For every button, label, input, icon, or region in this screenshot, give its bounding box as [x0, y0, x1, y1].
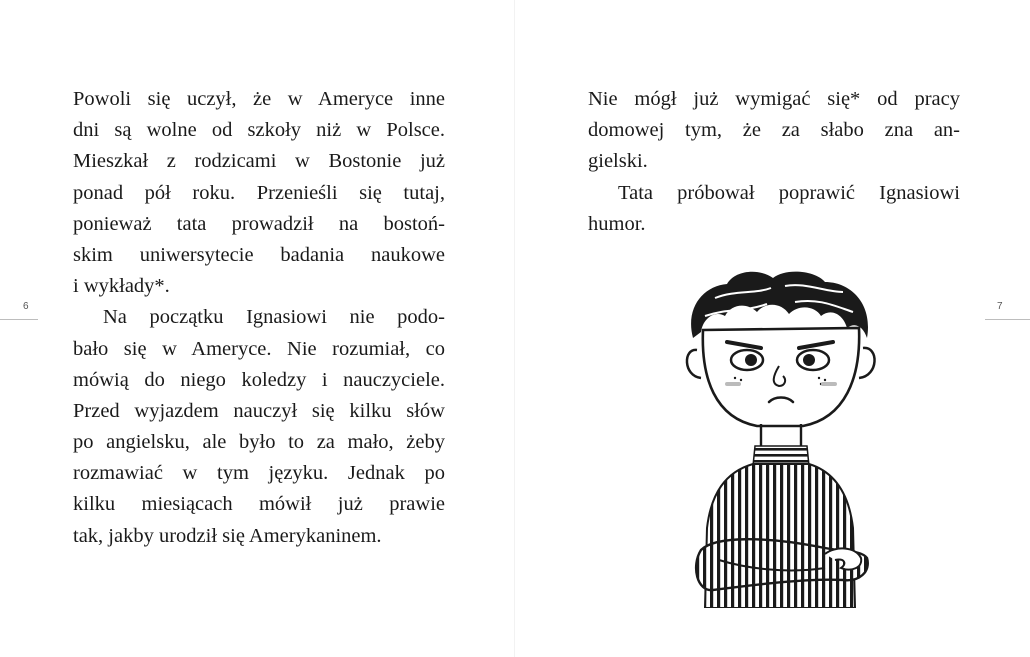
text-line: i wykłady*.: [73, 275, 170, 298]
text-line: gielski.: [588, 150, 648, 173]
text-line: tak, jakby urodził się Amerykaninem.: [73, 524, 382, 547]
right-ear: [859, 348, 875, 378]
folio-rule-left: [0, 319, 38, 320]
text-line: bało się w Ameryce. Nie rozumiał, co: [73, 337, 445, 360]
text-line: skim uniwersytecie badania naukowe: [73, 243, 445, 266]
text-line: humor.: [588, 212, 646, 235]
folio-rule-right: [985, 319, 1030, 320]
text-line: kilku miesiącach mówił już prawie: [73, 493, 445, 516]
text-line: Mieszkał z rodzicami w Bostonie już: [73, 150, 445, 173]
paragraph: [588, 178, 960, 240]
paragraph: [73, 84, 445, 302]
text-line: dni są wolne od szkoły niż w Polsce.: [73, 119, 445, 142]
text-line: Na początku Ignasiowi nie podo-: [103, 306, 445, 329]
text-line: ponad pół roku. Przenieśli się tutaj,: [73, 181, 445, 204]
text-line: ponieważ tata prowadził na bostoń-: [73, 212, 445, 235]
left-ear: [687, 350, 701, 378]
left-page-text: [73, 84, 445, 552]
boy-with-crossed-arms-illustration: [675, 268, 885, 628]
paragraph: [73, 302, 445, 552]
page-number-left: 6: [23, 301, 29, 312]
right-page-text: [588, 84, 960, 240]
text-line: Powoli się uczył, że w Ameryce inne: [73, 88, 445, 110]
page-number-right: 7: [997, 301, 1003, 312]
text-line: Nie mógł już wymigać się* od pracy: [588, 88, 960, 110]
text-line: rozmawiać w tym języku. Jednak po: [73, 462, 445, 485]
paragraph: [588, 84, 960, 178]
text-line: po angielsku, ale było to za mało, żeby: [73, 431, 445, 454]
text-line: mówią do niego koledzy i nauczyciele.: [73, 368, 445, 391]
text-line: Przed wyjazdem nauczył się kilku słów: [73, 399, 445, 422]
text-line: Tata próbował poprawić Ignasiowi: [618, 181, 960, 204]
text-line: domowej tym, że za słabo zna an-: [588, 119, 960, 142]
